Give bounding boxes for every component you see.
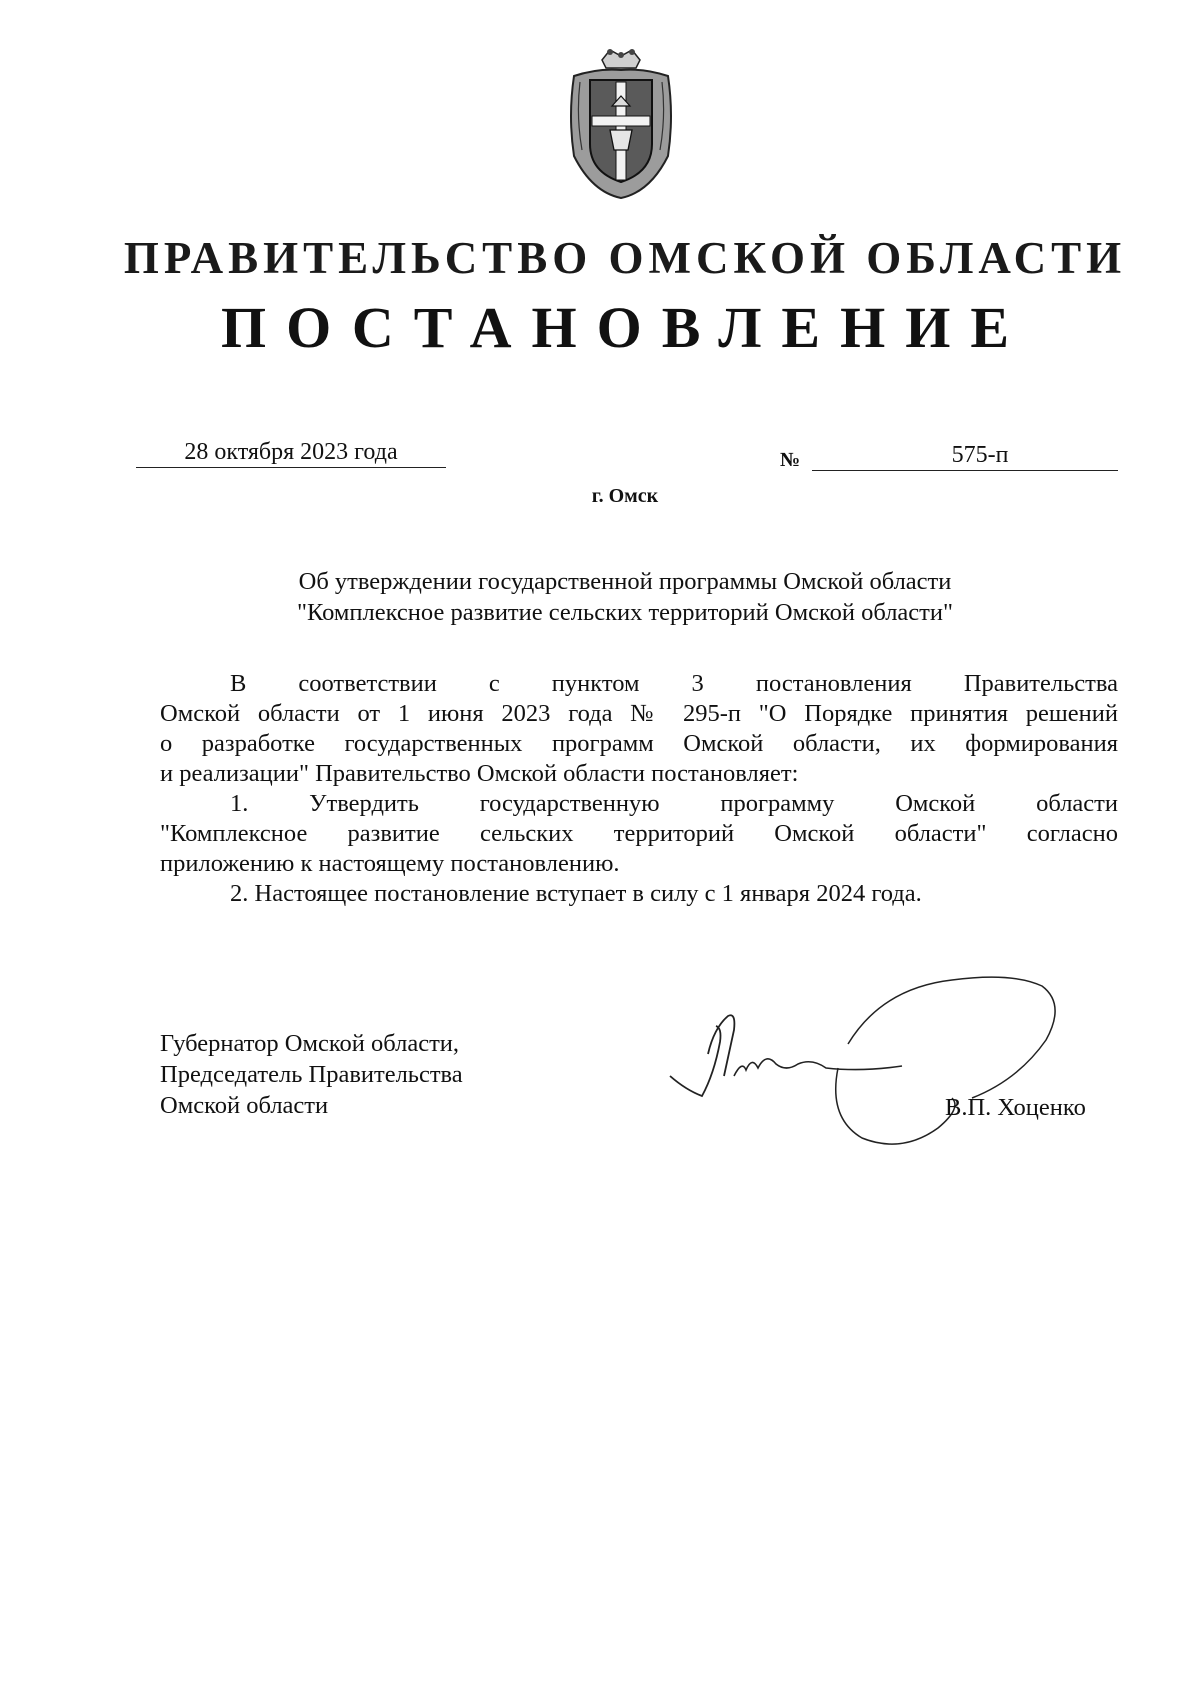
paragraph-line: и реализации" Правительство Омской области постановляет: [160, 760, 799, 787]
city-label: г. Омск [591, 485, 659, 507]
paragraph-line: "Комплексное развитие сельских территорий Омской области" согласно [160, 820, 1118, 847]
signer-title-line: Губернатор Омской области, [160, 1030, 460, 1057]
document-number: 575-п [812, 440, 1118, 471]
paragraph-line: приложению к настоящему постановлению. [160, 850, 620, 877]
organization-title: ПРАВИТЕЛЬСТВО ОМСКОЙ ОБЛАСТИ [123, 233, 1127, 283]
subject-line: "Комплексное развитие сельских территорий Омской области" [297, 599, 953, 626]
signature-icon [662, 968, 1092, 1158]
document-type-title: ПОСТАНОВЛЕНИЕ [220, 295, 1030, 360]
signer-title-line: Председатель Правительства [160, 1061, 463, 1088]
item-1-paragraph [160, 789, 1118, 879]
document-date: 28 октября 2023 года [136, 437, 446, 468]
number-sign: № [780, 449, 801, 471]
paragraph-line: В соответствии с пунктом 3 постановления Правительства [230, 670, 1118, 697]
preamble-paragraph [160, 669, 1118, 789]
coat-of-arms-icon [562, 46, 680, 202]
signer-name: В.П. Хоценко [945, 1094, 1086, 1121]
paragraph-line: 2. Настоящее постановление вступает в силу с 1 января 2024 года. [230, 880, 922, 907]
paragraph-line: о разработке государственных программ Омской области, их формирования [160, 730, 1118, 757]
document-subject [160, 566, 1090, 628]
item-2-paragraph [160, 879, 1118, 909]
signer-title [160, 1028, 463, 1121]
document-body [160, 669, 1118, 909]
signer-title-line: Омской области [160, 1092, 329, 1119]
subject-line: Об утверждении государственной программы Омской области [298, 568, 952, 595]
paragraph-line: Омской области от 1 июня 2023 года № 295-п "О Порядке принятия решений [160, 700, 1118, 727]
paragraph-line: 1. Утвердить государственную программу Омской области [230, 790, 1118, 817]
